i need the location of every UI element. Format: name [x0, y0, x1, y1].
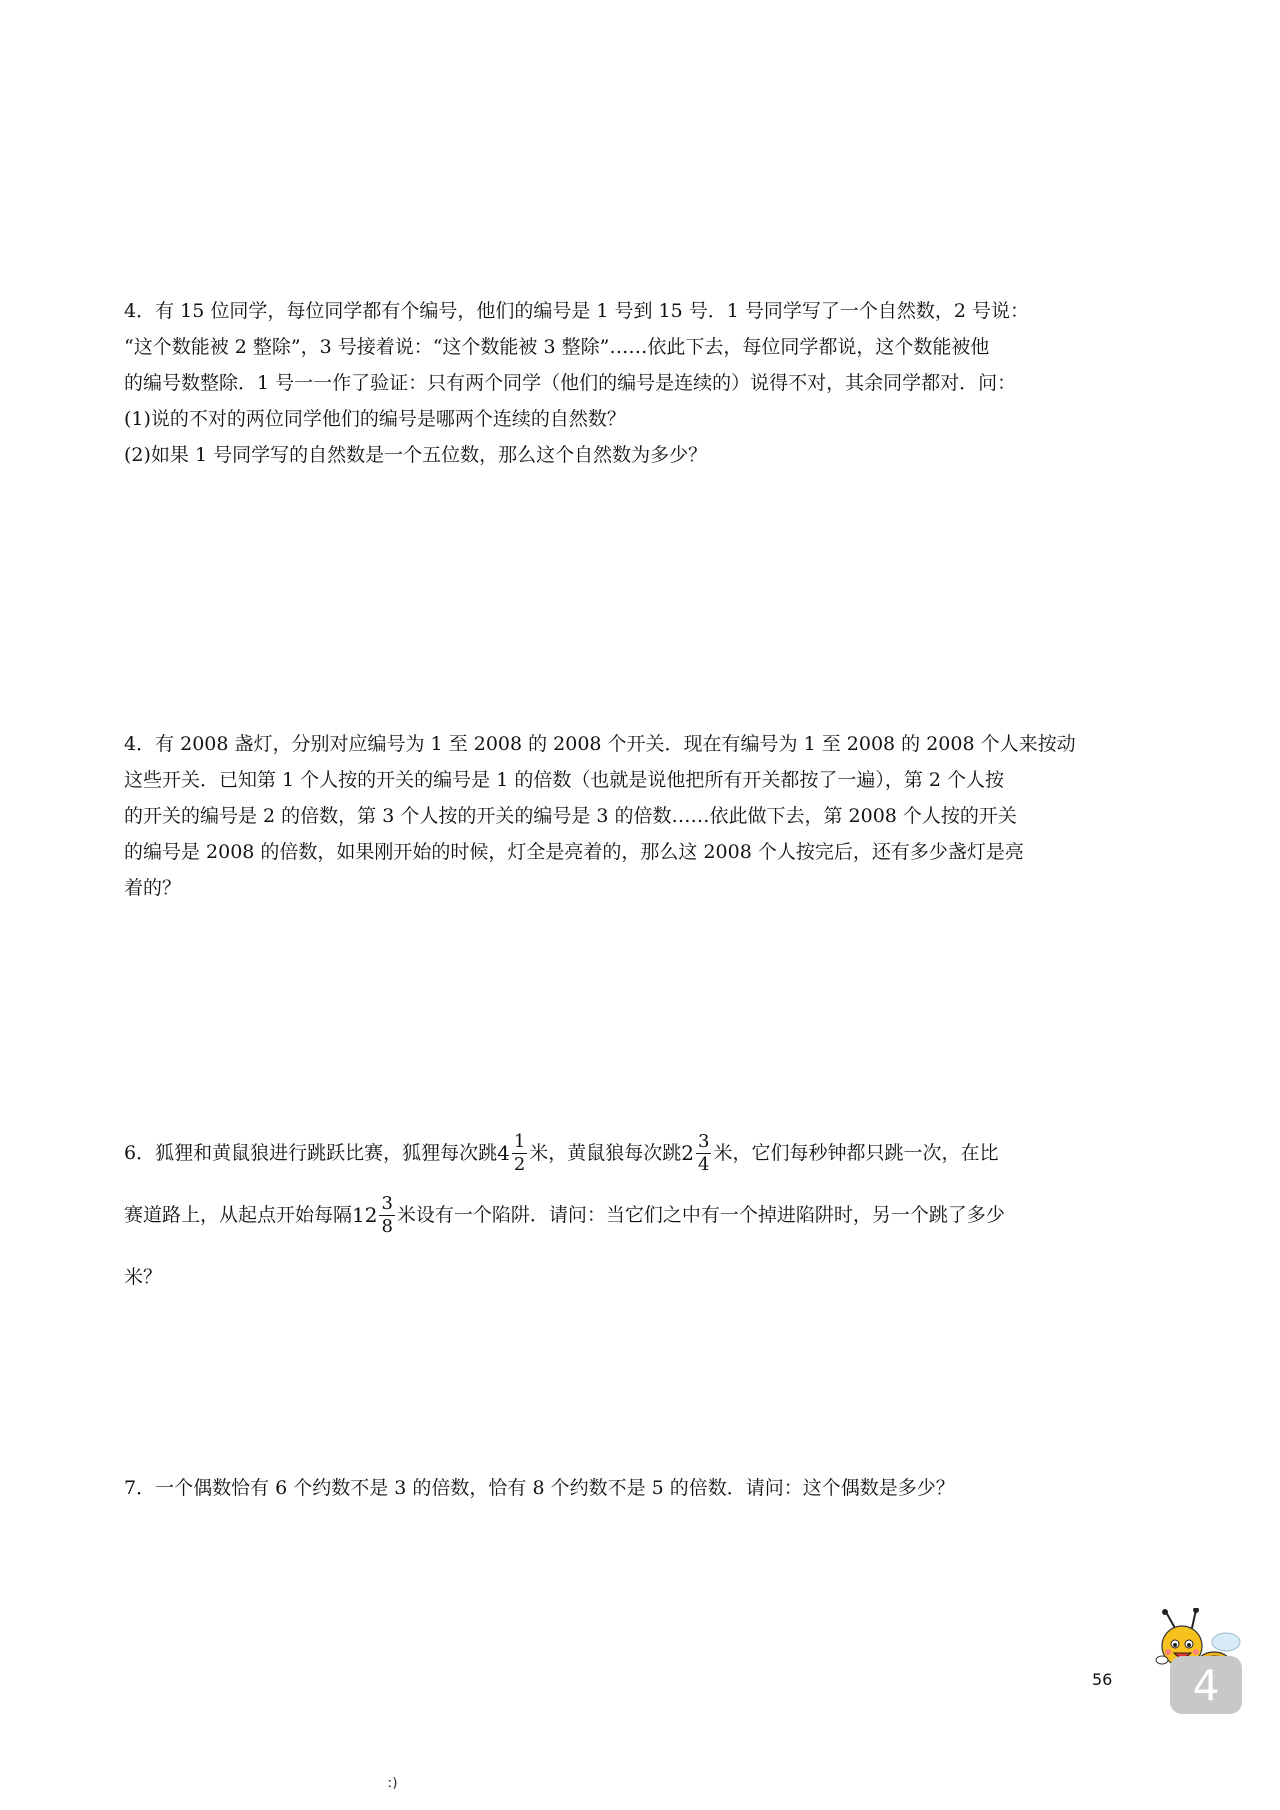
- problem-text-line: 4．有 2008 盏灯，分别对应编号为 1 至 2008 的 2008 个开关．现在有编号为 1 至 2008 的 2008 个人来按动: [124, 733, 1076, 755]
- fraction-denominator: 4: [698, 1153, 710, 1175]
- problem-text: 6．狐狸和黄鼠狼进行跳跃比赛，狐狸每次跳: [124, 1142, 498, 1164]
- fraction-numerator: 3: [698, 1130, 710, 1152]
- problem-text-line: [124, 1184, 1164, 1246]
- page-badge: 4: [1170, 1656, 1242, 1714]
- footer-stub-text: ː): [388, 1776, 398, 1791]
- mixed-number-whole: 2: [681, 1141, 695, 1165]
- page-number: 56: [1092, 1670, 1113, 1689]
- problem-7: [124, 1470, 1164, 1506]
- problem-4b: [124, 726, 1164, 906]
- problem-text: 米设有一个陷阱．请问：当它们之中有一个掉进陷阱时，另一个跳了多少: [396, 1204, 1005, 1226]
- problem-6: [124, 1122, 1164, 1308]
- problem-text-line: 的开关的编号是 2 的倍数，第 3 个人按的开关的编号是 3 的倍数……依此做下去，第 2008 个人按的开关: [124, 805, 1017, 827]
- fraction-denominator: 2: [513, 1153, 526, 1175]
- fraction: [512, 1131, 527, 1176]
- problem-4a: [124, 293, 1164, 473]
- fraction: [696, 1131, 711, 1176]
- problem-text-line: 着的？: [124, 877, 182, 899]
- problem-text-line: 的编号数整除．1 号一一作了验证：只有两个同学（他们的编号是连续的）说得不对，其余同学都对．问：: [124, 372, 1017, 394]
- fraction-numerator: 3: [381, 1192, 393, 1214]
- problem-text-line: [124, 1246, 1164, 1308]
- problem-text: 赛道路上，从起点开始每隔: [124, 1204, 353, 1226]
- problem-text-line: 7．一个偶数恰有 6 个约数不是 3 的倍数，恰有 8 个约数不是 5 的倍数．请问：这个偶数是多少？: [124, 1477, 955, 1499]
- mixed-number-whole: 4: [497, 1141, 510, 1165]
- problem-text-line: 4．有 15 位同学，每位同学都有个编号，他们的编号是 1 号到 15 号．1 号同学写了一个自然数，2 号说：: [124, 300, 1030, 322]
- problem-text: 米，黄鼠狼每次跳: [529, 1142, 682, 1164]
- problem-subquestion: (1)说的不对的两位同学他们的编号是哪两个连续的自然数？: [124, 408, 626, 430]
- fraction: [379, 1193, 394, 1238]
- problem-text-line: [124, 1122, 1164, 1184]
- fraction-denominator: 8: [381, 1215, 393, 1237]
- mixed-number-whole: 12: [352, 1203, 378, 1227]
- problem-text-line: 的编号是 2008 的倍数，如果刚开始的时候，灯全是亮着的，那么这 2008 个人按完后，还有多少盏灯是亮: [124, 841, 1024, 863]
- problem-text-line: 这些开关．已知第 1 个人按的开关的编号是 1 的倍数（也就是说他把所有开关都按了一遍），第 2 个人按: [124, 769, 1005, 791]
- fraction-numerator: 1: [513, 1130, 526, 1152]
- problem-text-line: “这个数能被 2 整除”，3 号接着说：“这个数能被 3 整除”……依此下去，每位同学都说，这个数能被他: [124, 336, 990, 358]
- problem-text: 米？: [124, 1266, 163, 1288]
- problem-subquestion: (2)如果 1 号同学写的自然数是一个五位数，那么这个自然数为多少？: [124, 444, 708, 466]
- problem-text: 米，它们每秒钟都只跳一次，在比: [713, 1142, 999, 1164]
